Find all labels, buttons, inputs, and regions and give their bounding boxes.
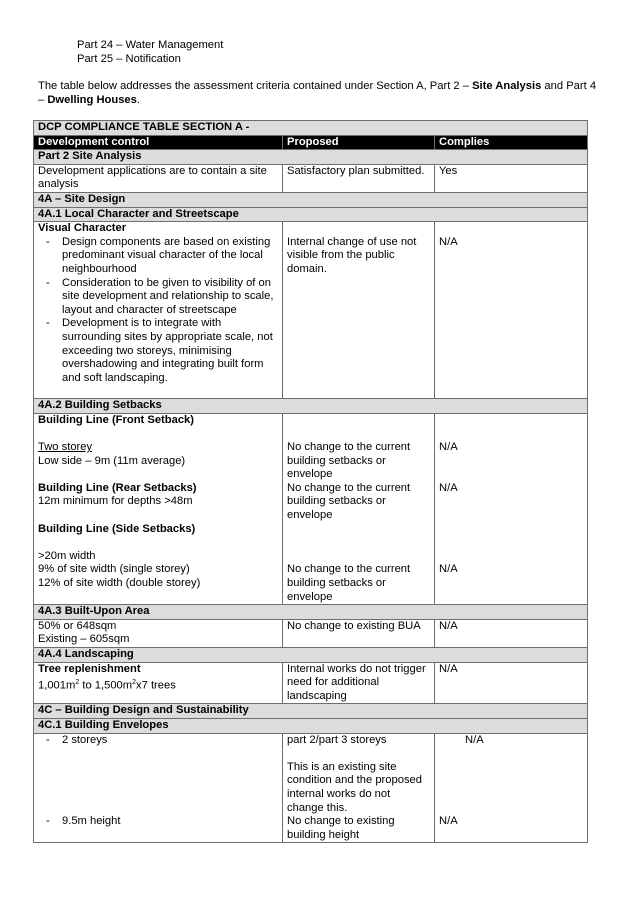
bua-line: 50% or 648sqm <box>38 619 117 632</box>
section-4a1: 4A.1 Local Character and Streetscape <box>34 207 588 222</box>
section-part2: Part 2 Site Analysis <box>34 150 588 165</box>
storeys-proposed: part 2/part 3 storeys <box>287 733 387 746</box>
para-bold-site-analysis: Site Analysis <box>472 80 542 92</box>
para-text: and Part 4 – <box>38 80 597 106</box>
dcp-compliance-table <box>33 120 588 843</box>
side-proposed: No change to the current building setbacks or envelope <box>287 563 411 603</box>
rear-setback-heading: Building Line (Rear Setbacks) <box>38 481 197 494</box>
side-setback-line: 9% of site width (single storey) <box>38 563 190 576</box>
bua-line: Existing – 605sqm <box>38 633 130 646</box>
header-complies: Complies <box>435 135 588 150</box>
list-item: - Development is to integrate with surrounding sites by appropriate scale, not exceeding two storeys, minimising overshadowing and integrating built form and soft landscaping. <box>38 317 278 385</box>
section-row <box>34 207 588 222</box>
proposed-cell <box>283 733 435 843</box>
header-proposed: Proposed <box>283 135 435 150</box>
superscript: 2 <box>132 679 137 687</box>
section-row <box>34 150 588 165</box>
intro-paragraph <box>38 79 598 107</box>
control-cell <box>34 733 283 843</box>
table-row <box>34 164 588 192</box>
control-cell: Development applications are to contain a site analysis <box>34 164 283 192</box>
list-item: Part 25 – Notification <box>77 53 181 65</box>
tree-line-part: x7 trees <box>136 679 176 692</box>
side-setback-line: 12% of site width (double storey) <box>38 577 201 589</box>
section-row <box>34 192 588 207</box>
table-title-row <box>34 121 588 136</box>
section-row <box>34 399 588 414</box>
control-cell <box>34 413 283 604</box>
complies-cell <box>435 733 588 843</box>
control-cell <box>34 222 283 399</box>
list-item: - Design components are based on existing predominant visual character of the local neighbourhood <box>38 236 278 277</box>
list-item: - Consideration to be given to visibility of on site development and relationship to scale, layout and character of streetscape <box>38 277 278 318</box>
rear-setback-line: 12m minimum for depths >48m <box>38 495 193 508</box>
envelope-list <box>38 815 278 829</box>
proposed-cell: Internal works do not trigger need for additional landscaping <box>283 662 435 704</box>
section-row <box>34 605 588 620</box>
header-development-control: Development control <box>34 135 283 150</box>
proposed-cell: No change to existing BUA <box>283 619 435 647</box>
table-row <box>34 662 588 704</box>
tree-line-part: to 1,500m <box>79 679 133 692</box>
list-item: Part 24 – Water Management <box>77 39 224 51</box>
visual-character-list <box>38 236 278 386</box>
complies-cell: N/A <box>435 619 588 647</box>
front-setback-heading: Building Line (Front Setback) <box>38 413 195 426</box>
side-setback-heading: Building Line (Side Setbacks) <box>38 522 196 535</box>
tree-line <box>38 676 278 693</box>
complies-text: N/A <box>439 235 458 248</box>
section-4a2: 4A.2 Building Setbacks <box>34 399 588 414</box>
list-item: - 9.5m height <box>38 815 278 829</box>
intro-parts-list <box>77 38 223 66</box>
proposed-text: Internal change of use not visible from the public domain. <box>287 235 417 275</box>
front-setback-line: Low side – 9m (11m average) <box>38 454 186 467</box>
section-4c: 4C – Building Design and Sustainability <box>34 704 588 719</box>
section-4a4: 4A.4 Landscaping <box>34 647 588 662</box>
tree-replenishment-heading: Tree replenishment <box>38 662 141 675</box>
side-setback-line: >20m width <box>38 549 96 562</box>
complies-cell <box>435 413 588 604</box>
height-complies: N/A <box>439 815 458 828</box>
visual-character-heading: Visual Character <box>38 222 127 235</box>
para-text: The table below addresses the assessment criteria contained under Section A, Part 2 – <box>38 80 473 92</box>
proposed-cell <box>283 413 435 604</box>
tree-line-part: 1,001m <box>38 679 76 692</box>
para-text: . <box>136 94 140 106</box>
front-proposed: No change to the current building setbacks or envelope <box>287 441 411 481</box>
height-proposed: No change to existing building height <box>287 815 395 841</box>
storeys-note: This is an existing site condition and the proposed internal works do not change this. <box>287 760 422 814</box>
section-row <box>34 718 588 733</box>
table-header-row <box>34 135 588 150</box>
envelope-list <box>38 734 278 748</box>
complies-cell <box>435 222 588 399</box>
superscript: 2 <box>75 679 80 687</box>
section-row <box>34 647 588 662</box>
table-title: DCP COMPLIANCE TABLE SECTION A - <box>34 121 588 136</box>
rear-complies: N/A <box>439 481 458 494</box>
two-storey-label: Two storey <box>38 441 93 454</box>
control-cell <box>34 619 283 647</box>
side-complies: N/A <box>439 563 458 576</box>
table-row <box>34 222 588 399</box>
table-row <box>34 413 588 604</box>
list-item: - 2 storeys <box>38 734 278 748</box>
section-4a: 4A – Site Design <box>34 192 588 207</box>
section-row <box>34 704 588 719</box>
proposed-cell: Satisfactory plan submitted. <box>283 164 435 192</box>
para-bold-dwelling-houses: Dwelling Houses <box>47 94 137 106</box>
section-4c1: 4C.1 Building Envelopes <box>34 718 588 733</box>
complies-cell: N/A <box>435 662 588 704</box>
proposed-cell <box>283 222 435 399</box>
rear-proposed: No change to the current building setbacks or envelope <box>287 481 411 522</box>
table-row <box>34 619 588 647</box>
table-row <box>34 733 588 843</box>
section-4a3: 4A.3 Built-Upon Area <box>34 605 588 620</box>
front-complies: N/A <box>439 441 458 454</box>
control-cell <box>34 662 283 704</box>
storeys-complies: N/A <box>465 733 484 746</box>
complies-cell: Yes <box>435 164 588 192</box>
